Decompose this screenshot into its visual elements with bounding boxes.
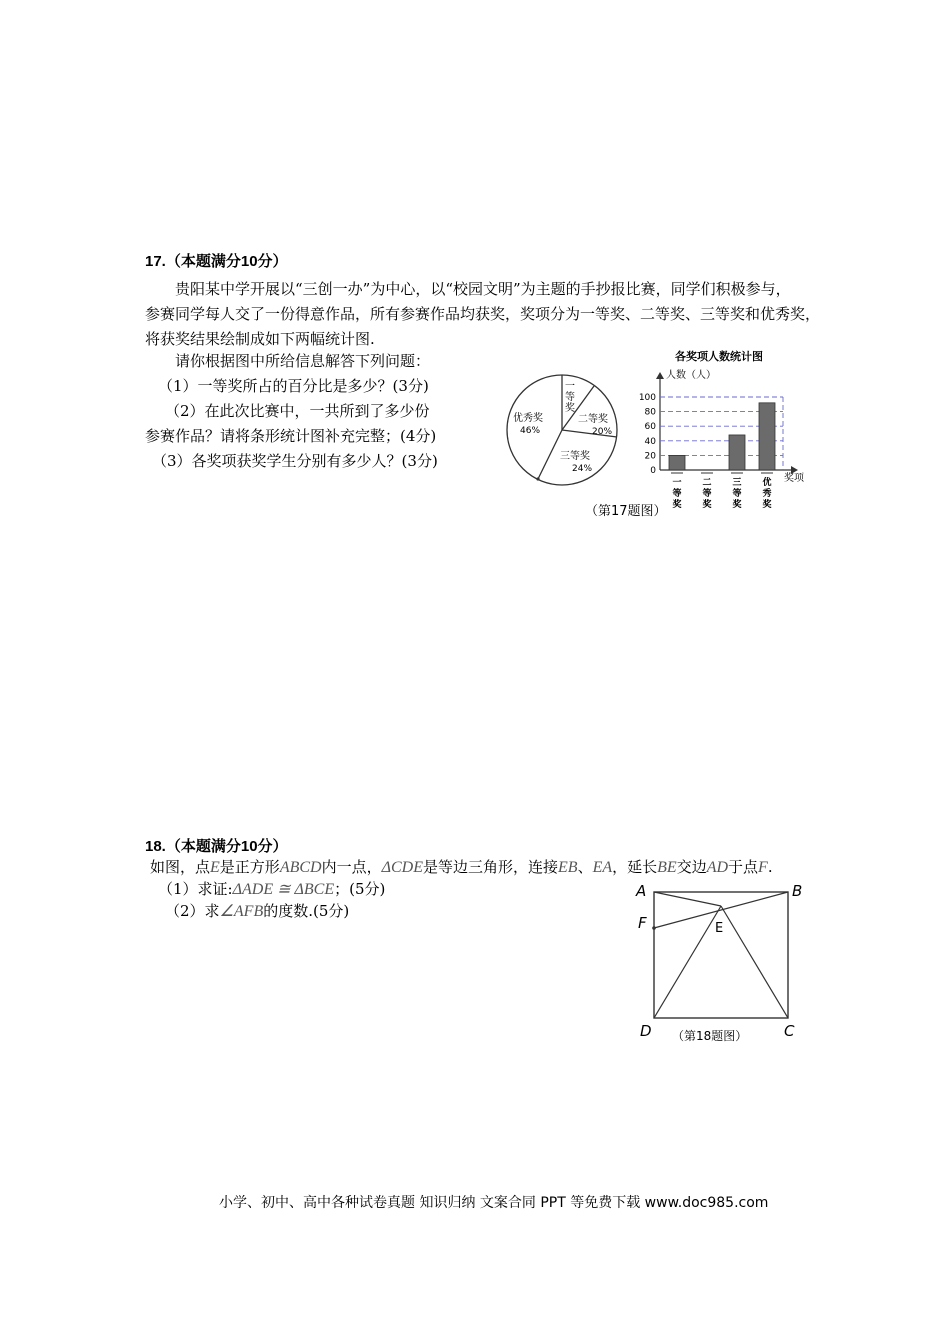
q17-ask: 请你根据图中所给信息解答下列问题： xyxy=(175,352,431,370)
sub2-text: 的度数.(5分) xyxy=(263,902,350,920)
segment-de xyxy=(654,906,724,1018)
stem-text: . xyxy=(767,858,773,876)
stem-text: 是等边三角形，连接 xyxy=(423,858,559,876)
q18-sub2 xyxy=(165,900,349,921)
q17-figure-caption: （第17题图） xyxy=(585,504,667,519)
stem-math-EA: EA xyxy=(592,859,613,876)
bar-2 xyxy=(729,435,745,470)
stem-text: 交边 xyxy=(676,858,707,876)
q17-sub2-line2: 参赛作品？请将条形统计图补充完整；(4分) xyxy=(145,427,437,445)
segment-ae xyxy=(654,892,721,906)
q18-figure-caption: （第18题图） xyxy=(672,1029,748,1043)
stem-text: 于点 xyxy=(728,858,759,876)
q17-sub1: （1）一等奖所占的百分比是多少？(3分) xyxy=(158,377,429,395)
sub1-text: ；(5分) xyxy=(334,880,386,898)
x-tick-label: 等 xyxy=(702,489,712,499)
sub1-math: ΔADE ≅ ΔBCE xyxy=(232,881,335,898)
y-tick-label: 40 xyxy=(644,436,656,447)
q17-title: 17.（本题满分10分） xyxy=(145,253,288,270)
stem-math-AD: AD xyxy=(706,859,729,876)
q18-title: 18.（本题满分10分） xyxy=(145,838,288,855)
pie-label-first-c2: 等 xyxy=(565,392,575,403)
y-axis-arrow xyxy=(656,372,664,379)
label-d: D xyxy=(640,1022,652,1040)
q18-sub1 xyxy=(158,878,385,899)
stem-text: ，延长 xyxy=(612,858,658,876)
q17-figure xyxy=(500,345,820,525)
pie-pct-second: 20% xyxy=(592,427,613,437)
segment-ce xyxy=(721,906,788,1018)
x-tick-label: 秀 xyxy=(762,489,772,499)
pie-label-excellent: 优秀奖 xyxy=(513,413,543,424)
pie-label-third: 三等奖 xyxy=(560,451,590,462)
square-abcd xyxy=(654,892,788,1018)
stem-math-ABCD: ABCD xyxy=(279,859,322,876)
q18-stem xyxy=(150,856,773,877)
label-a: A xyxy=(636,882,647,900)
q18-figure xyxy=(630,878,820,1048)
sub1-text: （1）求证: xyxy=(158,880,233,898)
sub2-text: （2）求 xyxy=(165,902,220,920)
page-footer: 小学、初中、高中各种试卷真题 知识归纳 文案合同 PPT 等免费下载 www.doc985.com xyxy=(219,1195,769,1211)
stem-text: 如图，点 xyxy=(150,858,211,876)
bar-chart-ylabel: 人数（人） xyxy=(666,370,716,381)
x-tick-label: 二 xyxy=(702,478,712,488)
pie-label-second: 二等奖 xyxy=(578,414,608,425)
y-tick-label: 80 xyxy=(644,407,656,418)
x-tick-label: 奖 xyxy=(762,500,772,510)
x-tick-label: 奖 xyxy=(702,500,712,510)
bar-chart xyxy=(639,349,805,510)
pie-pct-third: 24% xyxy=(572,464,593,474)
stem-math-CDE: ΔCDE xyxy=(381,859,423,876)
bar-chart-xlabel: 奖项 xyxy=(784,473,804,484)
q17-sub3: （3）各奖项获奖学生分别有多少人？(3分) xyxy=(152,452,438,470)
stem-math-BE: BE xyxy=(657,859,677,876)
bar-0 xyxy=(669,455,685,470)
q17-para-line2: 参赛同学每人交了一份得意作品，所有参赛作品均获奖，奖项分为一等奖、二等奖、三等奖和优秀奖， xyxy=(145,305,821,323)
x-tick-label: 等 xyxy=(732,489,742,499)
x-tick-label: 三 xyxy=(732,478,742,488)
stem-text: 、 xyxy=(577,858,593,876)
stem-text: 是正方形 xyxy=(219,858,280,876)
q17-para-line3: 将获奖结果绘制成如下两幅统计图. xyxy=(145,330,375,348)
x-tick-label: 等 xyxy=(672,489,682,499)
stem-math-F: F xyxy=(758,859,768,876)
bar-chart-title: 各奖项人数统计图 xyxy=(675,350,763,363)
label-c: C xyxy=(784,1022,795,1040)
point-f xyxy=(652,926,656,930)
pie-label-first-c1: 一 xyxy=(565,381,575,392)
sub2-math: ∠AFB xyxy=(219,903,264,920)
stem-text: 内一点， xyxy=(321,858,382,876)
pie-pct-excellent: 46% xyxy=(520,426,541,436)
q17-sub2-line1: （2）在此次比赛中，一共所到了多少份 xyxy=(165,402,430,420)
y-tick-label: 0 xyxy=(650,466,656,476)
x-tick-label: 奖 xyxy=(732,500,742,510)
y-tick-label: 20 xyxy=(644,451,656,462)
pie-chart xyxy=(507,375,617,485)
label-f: F xyxy=(638,914,647,932)
q17-para-line1: 贵阳某中学开展以“三创一办”为中心，以“校园文明”为主题的手抄报比赛，同学们积极参与， xyxy=(175,280,791,298)
y-tick-label: 60 xyxy=(644,422,656,433)
pie-label-first-c3: 奖 xyxy=(565,403,575,414)
bar-3 xyxy=(759,403,775,470)
stem-math-E: E xyxy=(210,859,220,876)
stem-math-EB: EB xyxy=(558,859,578,876)
label-e: E xyxy=(715,921,724,936)
x-tick-label: 一 xyxy=(672,478,682,488)
label-b: B xyxy=(792,882,803,900)
x-tick-label: 奖 xyxy=(672,500,682,510)
x-tick-label: 优 xyxy=(762,478,772,488)
y-tick-label: 100 xyxy=(638,393,656,403)
